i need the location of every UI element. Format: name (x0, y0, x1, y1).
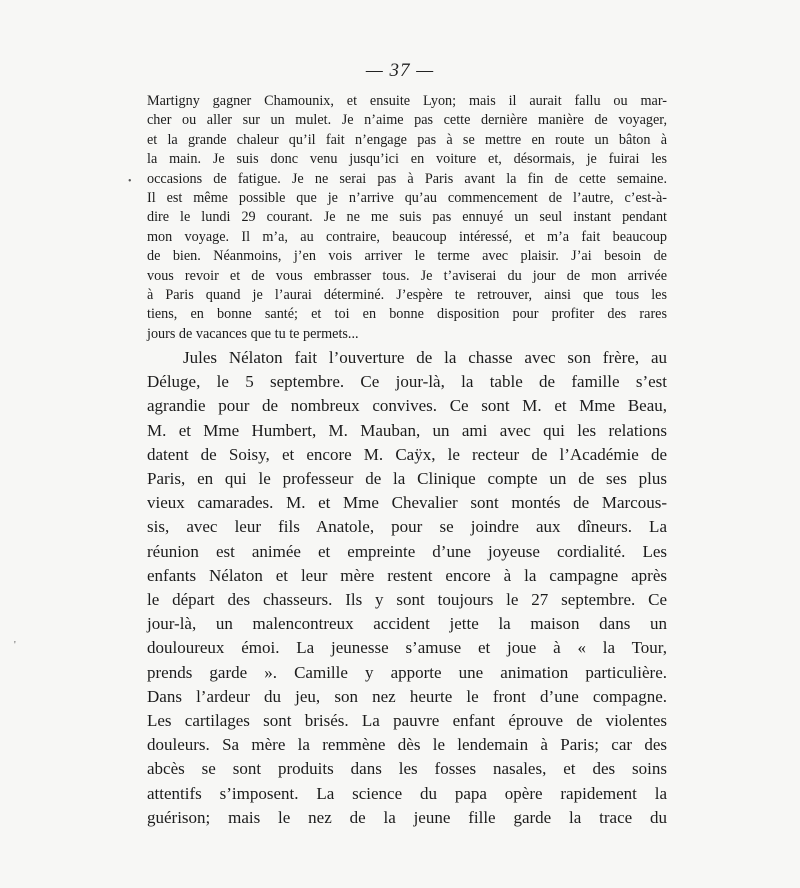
letter-line: vous revoir et de vous embrasser tous. Je t’aviserai du jour de mon arrivée (147, 267, 667, 284)
letter-line: à Paris quand je l’aurai déterminé. J’espère te retrouver, ainsi que tous les (147, 287, 667, 304)
paragraph-line: sis, avec leur fils Anatole, pour se joindre aux dîneurs. La (147, 517, 667, 537)
paragraph-line: enfants Nélaton et leur mère restent encore à la campagne après (147, 565, 667, 585)
letter-line: cher ou aller sur un mulet. Je n’aime pas cette dernière manière de voyager, (147, 112, 667, 129)
paragraph-line: attentifs s’imposent. La science du papa opère rapidement la (147, 783, 667, 803)
letter-line: occasions de fatigue. Je ne serai pas à Paris avant la fin de cette semaine. (147, 170, 667, 187)
paragraph-line: douloureux émoi. La jeunesse s’amuse et joue à « la Tour, (147, 638, 667, 658)
letter-excerpt (147, 92, 667, 344)
paragraph-line: Dans l’ardeur du jeu, son nez heurte le front d’une compagne. (147, 686, 667, 706)
letter-line: dire le lundi 29 courant. Je ne me suis pas ennuyé un seul instant pendant (147, 209, 667, 226)
paragraph-line: Jules Nélaton fait l’ouverture de la chasse avec son frère, au (183, 348, 667, 367)
body-paragraph (147, 346, 667, 830)
margin-tick: ' (14, 640, 16, 651)
paragraph-line: vieux camarades. M. et Mme Chevalier sont montés de Marcous- (147, 493, 667, 513)
paragraph-line: prends garde ». Camille y apporte une animation particulière. (147, 662, 667, 682)
letter-line: la main. Je suis donc venu jusqu’ici en voiture et, désormais, je fuirai les (147, 151, 667, 168)
paragraph-line: douleurs. Sa mère la remmène dès le lendemain à Paris; car des (147, 735, 667, 755)
letter-line: tiens, en bonne santé; et toi en bonne disposition pour profiter des rares (147, 306, 667, 323)
paragraph-line: M. et Mme Humbert, M. Mauban, un ami avec qui les relations (147, 420, 667, 440)
paragraph-line: abcès se sont produits dans les fosses nasales, et des soins (147, 759, 667, 779)
paragraph-line: guérison; mais le nez de la jeune fille garde la trace du (147, 807, 667, 827)
paragraph-line: agrandie pour de nombreux convives. Ce sont M. et Mme Beau, (147, 396, 667, 416)
paragraph-line: Déluge, le 5 septembre. Ce jour-là, la table de famille s’est (147, 372, 667, 392)
paragraph-line: Paris, en qui le professeur de la Clinique compte un de ses plus (147, 469, 667, 489)
letter-line: de bien. Néanmoins, j’en vois arriver le terme avec plaisir. J’ai besoin de (147, 248, 667, 265)
letter-line: Il est même possible que je n’arrive qu’au commencement de l’autre, c’est-à- (147, 190, 667, 207)
letter-line: mon voyage. Il m’a, au contraire, beaucoup intéressé, et m’a fait beaucoup (147, 228, 667, 245)
letter-line: et la grande chaleur qu’il fait n’engage pas à se mettre en route un bâton à (147, 131, 667, 148)
margin-dot: • (128, 176, 132, 187)
paragraph-line: jour-là, un malencontreux accident jette la maison dans un (147, 614, 667, 634)
paragraph-line: réunion est animée et empreinte d’une joyeuse cordialité. Les (147, 541, 667, 561)
paragraph-line: Les cartilages sont brisés. La pauvre enfant éprouve de violentes (147, 711, 667, 731)
paragraph-line: datent de Soisy, et encore M. Caÿx, le recteur de l’Académie de (147, 444, 667, 464)
letter-line: jours de vacances que tu te permets... (147, 325, 359, 342)
page-number: — 37 — (365, 60, 435, 81)
paragraph-line: le départ des chasseurs. Ils y sont toujours le 27 septembre. Ce (147, 590, 667, 610)
letter-line: Martigny gagner Chamounix, et ensuite Lyon; mais il aurait fallu ou mar- (147, 93, 667, 109)
